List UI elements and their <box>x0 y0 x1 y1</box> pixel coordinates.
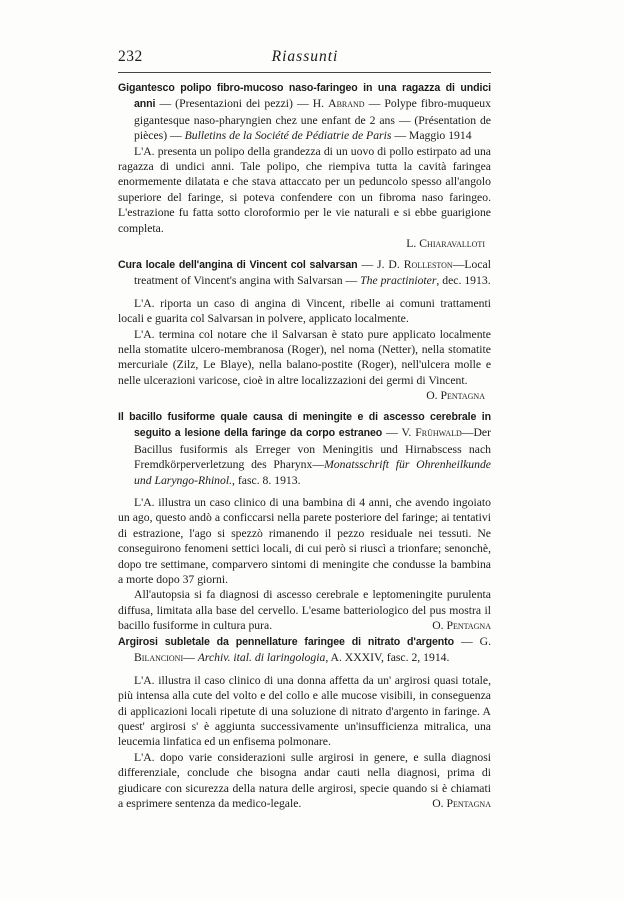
journal-name: Bulletins de la Société de Pédiatrie de Paris <box>184 129 392 143</box>
journal-name: The practinioter <box>360 274 437 288</box>
entry-signature: O. Pentagna <box>432 619 491 633</box>
entry-paragraph: All'autopsia si fa diagnosi di ascesso cerebrale e leptomeningite purulenta diffusa, limitata alla base del cervello. L'esame batteriologico del pus mostra il bacillo fusiforme in cultura pura. O. Pentagna <box>118 588 491 633</box>
entry-paragraph: L'A. termina col notare che il Salvarsan è stato pure applicato localmente nella stomatite ulcero-membranosa (Roger), nel noma (Netter), nella stomatite mercuriale (Zilz, Le Blaye), nella balano-postite (Roger), nell'ulcera molle e nelle ulcerazioni varicose, cioè in altre localizzazioni dei germi di Vincent. <box>118 327 491 387</box>
entry-paragraph: L'A. illustra un caso clinico di una bambina di 4 anni, che avendo ingoiato un ago, questo andò a conficcarsi nella parete posteriore del faringe; ai tentativi di estrazione, l'ago si spezzò rimanendo il pezzo residuale nei tessuti. Ne conseguirono fenomeni settici locali, di cui però si riuscì a trionfare; senonchè, dopo tre settimane, comparvero sintomi di meningite che condusse la bambina a morte dopo 37 giorni. <box>118 496 491 587</box>
entry-signature: L. Chiaravalloti <box>406 237 485 251</box>
journal-name: Monatsschrift für Ohrenheilkunde und Laryngo-Rhinol. <box>134 458 491 487</box>
abstract-entry-4 <box>118 634 491 811</box>
entry-reference: Il bacillo fusiforme quale causa di meningite e di ascesso cerebrale in seguito a lesione della faringe da corpo estraneo — V. Frühwald—Der Bacillus fusiformis als Erreger von Meningitis und Hirnabscess nach Fremdkörperverletzung des Pharynx—Monatsschrift für Ohrenheilkunde und Laryngo-Rhinol., fasc. 8. 1913. <box>118 411 491 487</box>
entry-reference: Argirosi subletale da pennellature faringee di nitrato d'argento — G. Bilancioni— Archiv. ital. di laringologia, A. XXXIV, fasc. 2, 1914. <box>118 635 491 665</box>
entry-reference: Cura locale dell'angina di Vincent col salvarsan — J. D. Rolleston—Local treatment of Vincent's angina with Salvarsan — The practinioter, dec. 1913. <box>118 258 491 288</box>
entry-paragraph: L'A. riporta un caso di angina di Vincent, ribelle ai comuni trattamenti locali e guarita col Salvarsan in polvere, applicato localmente. <box>118 296 491 326</box>
author-name: Frühwald <box>415 426 462 440</box>
running-title: Riassunti <box>271 48 339 65</box>
author-name: Abrand <box>328 97 365 111</box>
entry-title: Argirosi subletale da pennellature faringee di nitrato d'argento <box>118 636 454 648</box>
abstract-entry-3 <box>118 409 491 634</box>
entry-paragraph: L'A. illustra il caso clinico di una donna affetta da un' argirosi quasi totale, più intensa alla cute del volto e del collo e alle mucose visibili, in conseguenza di applicazioni locali ripetute di una soluzione di nitrato d'argento in faringe. A quest' argirosi s' è aggiunta successivamente un'insufficienza mitralica, una leucemia linfatica ed un enfisema polmonare. <box>118 673 491 749</box>
running-header <box>118 48 492 70</box>
author-name: Bilancioni <box>134 651 184 665</box>
header-rule <box>118 72 491 73</box>
entry-signature: O. Pentagna <box>432 797 491 811</box>
abstract-entry-1 <box>118 80 491 251</box>
abstract-entry-2 <box>118 257 491 404</box>
entry-paragraph: L'A. presenta un polipo della grandezza di un uovo di pollo estirpato ad una ragazza di undici anni. Tale polipo, che riempiva tutta la cavità faringea enormemente dilatata e che stava attaccato per un peduncolo spesso all'angolo superiore del faringe, si poteva confendere con un fibroma naso faringeo. L'estrazione fu fatta sotto cloroformio per le vie naturali e si ebbe guarigione completa. <box>118 144 491 235</box>
entry-title: Il bacillo fusiforme quale causa di meningite e di ascesso cerebrale in seguito a lesione della faringe da corpo estraneo <box>118 411 491 440</box>
journal-name: Archiv. ital. di laringologia <box>197 651 326 665</box>
entry-signature: O. Pentagna <box>426 389 485 403</box>
entry-reference: Gigantesco polipo fibro-mucoso naso-faringeo in una ragazza di undici anni — (Presentazioni dei pezzi) — H. Abrand — Polype fibro-muqueux gigantesque naso-pharyngien chez une enfant de 2 ans — (Présentation de pièces) — Bulletins de la Société de Pédiatrie de Paris — Maggio 1914 <box>118 82 491 143</box>
entry-paragraph: L'A. dopo varie considerazioni sulle argirosi in genere, e sulla diagnosi differenziale, conclude che bisogna andar cauti nella diagnosi, prima di giudicare con sicurezza della natura delle argirosi, specie quando si è chiamati a esprimere sentenza da medico-legale. O. Pentagna <box>118 750 491 811</box>
entry-title: Cura locale dell'angina di Vincent col salvarsan <box>118 259 358 271</box>
page-number: 232 <box>118 48 143 65</box>
author-name: Rolleston <box>403 258 453 271</box>
entry-title: Gigantesco polipo fibro-mucoso naso-faringeo in una ragazza di undici anni <box>118 82 491 111</box>
